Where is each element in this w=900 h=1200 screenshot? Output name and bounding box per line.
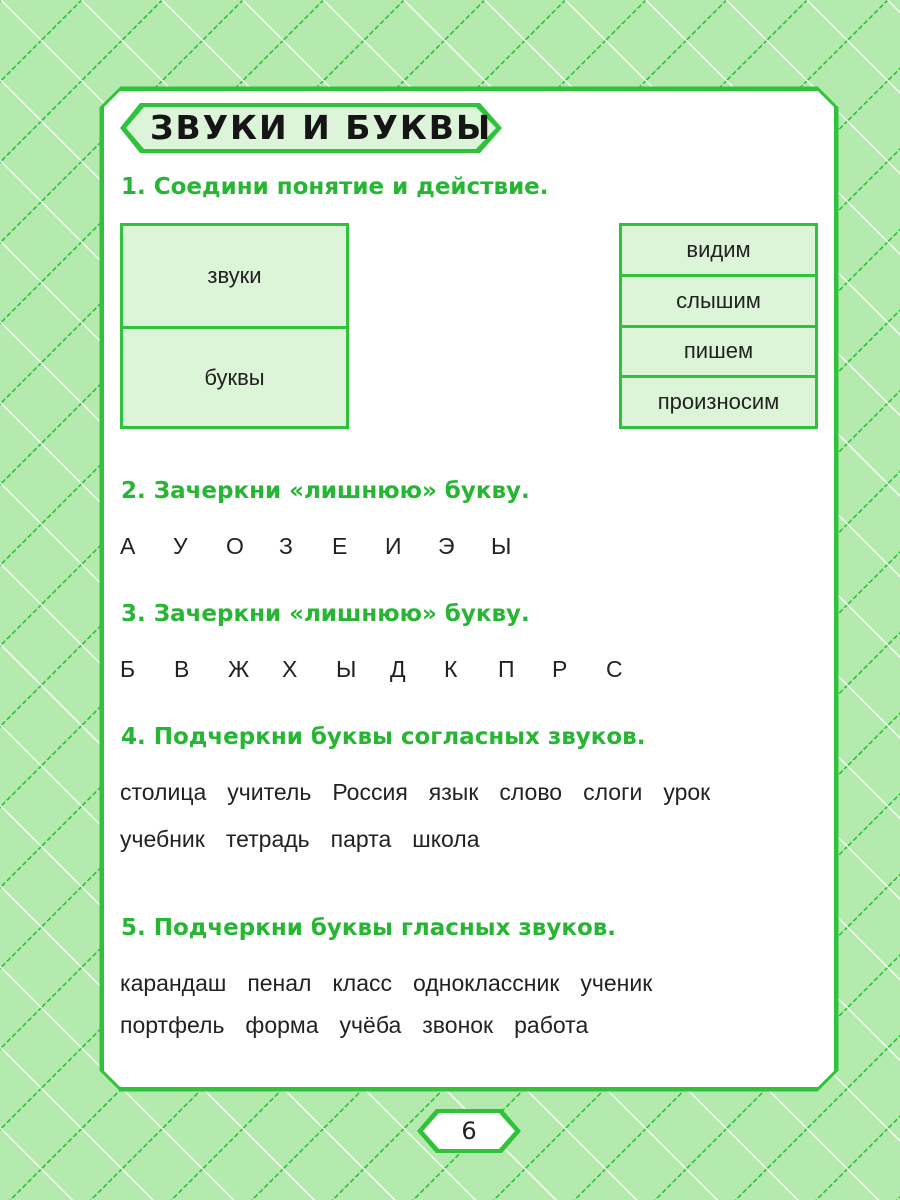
letter[interactable]: Б bbox=[120, 656, 136, 682]
letter[interactable]: О bbox=[226, 533, 244, 559]
action-see[interactable]: видим bbox=[686, 236, 751, 262]
letter[interactable]: Р bbox=[552, 656, 568, 682]
actions-box bbox=[619, 223, 818, 429]
word[interactable]: работа bbox=[514, 1012, 589, 1038]
letter[interactable]: З bbox=[279, 533, 293, 559]
letter[interactable]: А bbox=[120, 533, 136, 559]
word[interactable]: язык bbox=[428, 779, 479, 805]
letter[interactable]: К bbox=[444, 656, 458, 682]
action-hear[interactable]: слышим bbox=[622, 274, 815, 325]
task-3-heading: 3. Зачеркни «лишнюю» букву. bbox=[121, 601, 530, 627]
word[interactable]: класс bbox=[332, 970, 393, 996]
task-2-heading: 2. Зачеркни «лишнюю» букву. bbox=[121, 478, 530, 504]
word[interactable]: учитель bbox=[227, 779, 312, 805]
letter[interactable]: Х bbox=[282, 656, 298, 682]
word[interactable]: учёба bbox=[339, 1012, 402, 1038]
task-3-letters bbox=[120, 654, 660, 684]
concept-sounds[interactable]: звуки bbox=[207, 263, 262, 288]
letter[interactable]: Ж bbox=[228, 656, 250, 682]
word[interactable]: портфель bbox=[120, 1012, 225, 1038]
letter[interactable]: Э bbox=[438, 533, 455, 559]
word[interactable]: урок bbox=[663, 779, 711, 805]
word[interactable]: Россия bbox=[332, 779, 408, 805]
word[interactable]: одноклассник bbox=[413, 970, 560, 996]
action-pronounce[interactable]: произносим bbox=[622, 375, 815, 426]
letter[interactable]: И bbox=[385, 533, 402, 559]
letter[interactable]: У bbox=[173, 533, 188, 559]
word[interactable]: ученик bbox=[580, 970, 653, 996]
task-2-letters bbox=[120, 531, 544, 561]
word[interactable]: карандаш bbox=[120, 970, 227, 996]
task-1-heading: 1. Соедини понятие и действие. bbox=[121, 174, 549, 200]
task-4-heading: 4. Подчеркни буквы согласных звуков. bbox=[121, 724, 646, 750]
word[interactable]: учебник bbox=[120, 826, 205, 852]
task-4-words-line-2 bbox=[120, 823, 501, 855]
task-5-words-line-2 bbox=[120, 1009, 609, 1041]
concept-letters[interactable]: буквы bbox=[123, 326, 346, 426]
word[interactable]: пенал bbox=[247, 970, 312, 996]
page-title: ЗВУКИ И БУКВЫ bbox=[150, 108, 493, 147]
word[interactable]: тетрадь bbox=[225, 826, 310, 852]
word[interactable]: звонок bbox=[422, 1012, 494, 1038]
action-write[interactable]: пишем bbox=[622, 325, 815, 376]
letter[interactable]: В bbox=[174, 656, 190, 682]
word[interactable]: слоги bbox=[583, 779, 643, 805]
letter[interactable]: П bbox=[498, 656, 515, 682]
word[interactable]: форма bbox=[245, 1012, 319, 1038]
task-4-words-line-1 bbox=[120, 776, 731, 808]
letter[interactable]: Ы bbox=[336, 656, 357, 682]
word[interactable]: парта bbox=[330, 826, 392, 852]
word[interactable]: столица bbox=[120, 779, 207, 805]
letter[interactable]: Е bbox=[332, 533, 348, 559]
page-number: 6 bbox=[461, 1117, 477, 1145]
word[interactable]: слово bbox=[499, 779, 563, 805]
letter[interactable]: Д bbox=[390, 656, 406, 682]
letter[interactable]: Ы bbox=[491, 533, 512, 559]
letter[interactable]: С bbox=[606, 656, 623, 682]
word[interactable]: школа bbox=[412, 826, 480, 852]
task-5-heading: 5. Подчеркни буквы гласных звуков. bbox=[121, 915, 617, 941]
task-5-words-line-1 bbox=[120, 967, 673, 999]
concepts-box bbox=[120, 223, 349, 429]
